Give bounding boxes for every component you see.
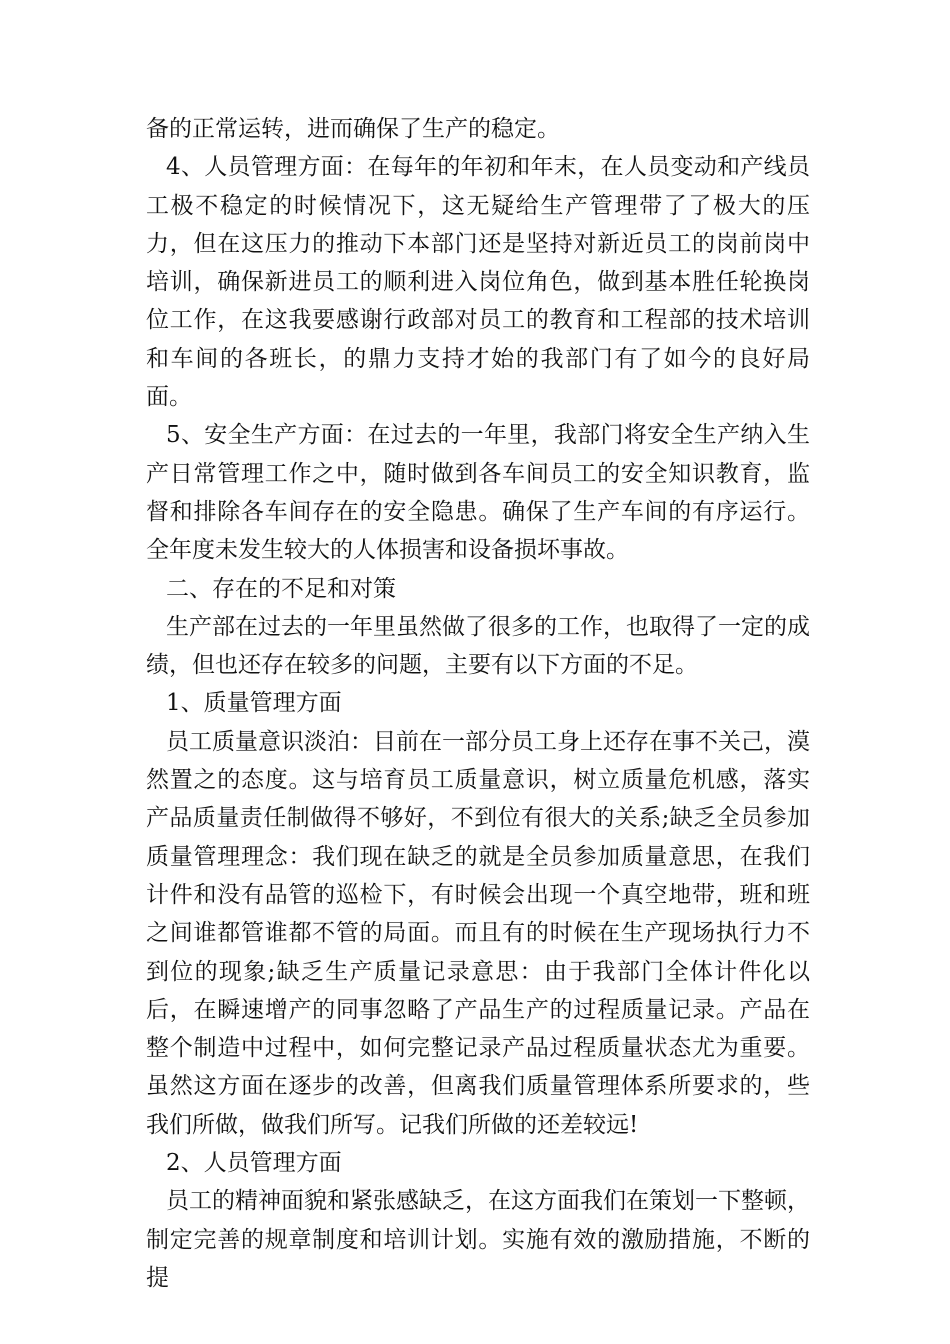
subheading-quality-management: 1、质量管理方面 xyxy=(166,690,342,717)
section-heading-shortcomings: 二、存在的不足和对策 xyxy=(166,575,396,602)
paragraph-personnel-management: 4、人员管理方面：在每年的年初和年末，在人员变动和产线员工极不稳定的时候情况下，这无疑给生产管理带了了极大的压力，但在这压力的推动下本部门还是坚持对新近员工的岗前岗中培训，确保新进员工的顺利进入岗位角色，做到基本胜任轮换岗位工作，在这我要感谢行政部对员工的教育和工程部的技术培训和车间的各班长，的鼎力支持才始的我部门有了如今的良好局面。 xyxy=(146,154,810,411)
paragraph-shortcomings-intro: 生产部在过去的一年里虽然做了很多的工作，也取得了一定的成绩，但也还存在较多的问题，主要有以下方面的不足。 xyxy=(146,613,810,679)
paragraph-continuation: 备的正常运转，进而确保了生产的稳定。 xyxy=(146,116,560,142)
paragraph-safety-production: 5、安全生产方面：在过去的一年里，我部门将安全生产纳入生产日常管理工作之中，随时做到各车间员工的安全知识教育，监督和排除各车间存在的安全隐患。确保了生产车间的有序运行。全年度未发生较大的人体损害和设备损坏事故。 xyxy=(146,422,810,564)
document-body xyxy=(146,110,810,1297)
subheading-personnel-management: 2、人员管理方面 xyxy=(166,1150,342,1177)
paragraph-staff-morale: 员工的精神面貌和紧张感缺乏，在这方面我们在策划一下整顿，制定完善的规章制度和培训计划。实施有效的激励措施，不断的提 xyxy=(146,1188,810,1291)
paragraph-quality-awareness: 员工质量意识淡泊：目前在一部分员工身上还存在事不关己，漠然置之的态度。这与培育员工质量意识，树立质量危机感，落实产品质量责任制做得不够好，不到位有很大的关系;缺乏全员参加质量管理理念：我们现在缺乏的就是全员参加质量意思，在我们计件和没有品管的巡检下，有时候会出现一个真空地带，班和班之间谁都管谁都不管的局面。而且有的时候在生产现场执行力不到位的现象;缺乏生产质量记录意思：由于我部门全体计件化以后，在瞬速增产的同事忽略了产品生产的过程质量记录。产品在整个制造中过程中，如何完整记录产品过程质量状态尤为重要。虽然这方面在逐步的改善，但离我们质量管理体系所要求的，些我们所做，做我们所写。记我们所做的还差较远! xyxy=(146,728,810,1138)
